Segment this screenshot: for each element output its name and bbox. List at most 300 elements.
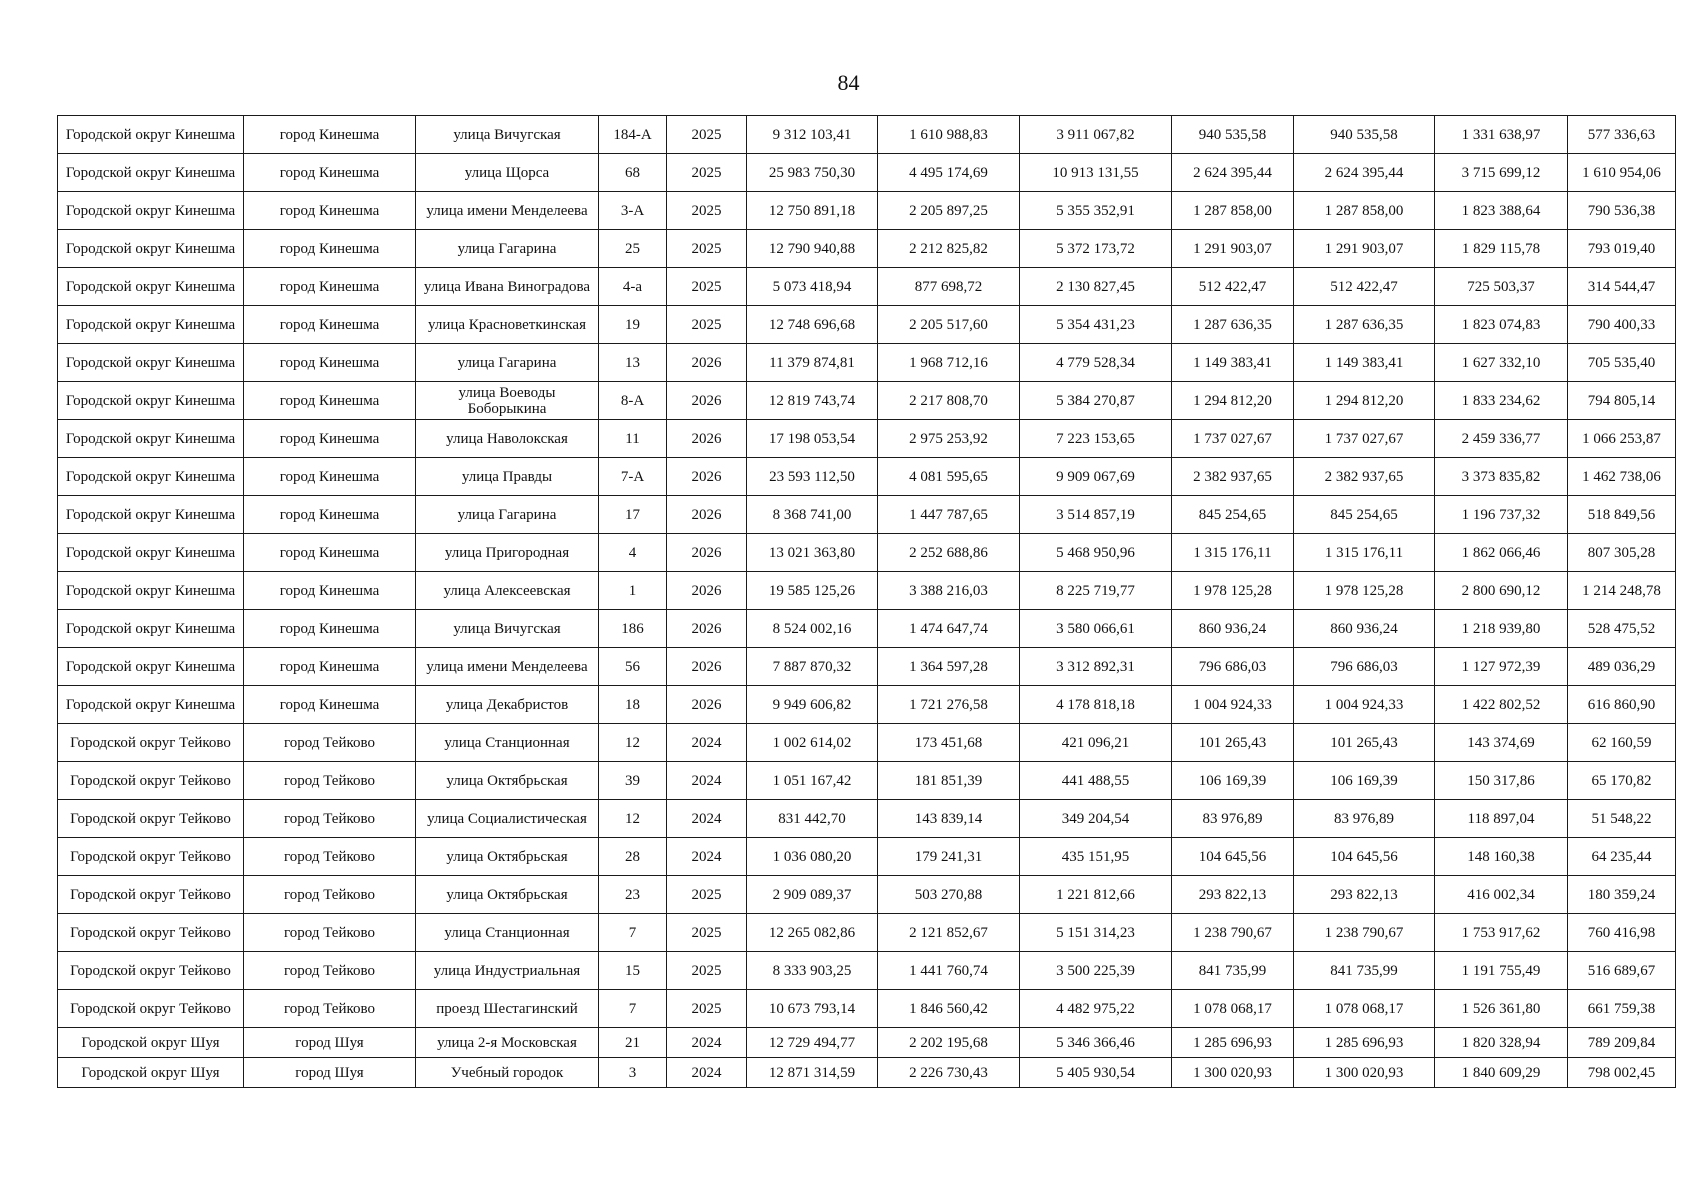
year-cell: 2026	[667, 648, 747, 686]
street-cell: улица Наволокская	[416, 420, 599, 458]
city-cell: город Кинешма	[244, 268, 416, 306]
amount-cell: 512 422,47	[1172, 268, 1294, 306]
amount-cell: 1 221 812,66	[1020, 876, 1172, 914]
house-number-cell: 68	[599, 154, 667, 192]
house-number-cell: 25	[599, 230, 667, 268]
amount-cell: 12 265 082,86	[747, 914, 878, 952]
amount-cell: 83 976,89	[1294, 800, 1435, 838]
city-cell: город Кинешма	[244, 116, 416, 154]
house-number-cell: 13	[599, 344, 667, 382]
house-number-cell: 7-А	[599, 458, 667, 496]
amount-cell: 2 624 395,44	[1294, 154, 1435, 192]
house-number-cell: 4	[599, 534, 667, 572]
table-row	[58, 914, 1676, 952]
street-cell: улица Октябрьская	[416, 762, 599, 800]
table-row	[58, 952, 1676, 990]
street-cell: улица Гагарина	[416, 344, 599, 382]
municipality-cell: Городской округ Тейково	[58, 914, 244, 952]
municipality-cell: Городской округ Кинешма	[58, 458, 244, 496]
street-cell: улица Пригородная	[416, 534, 599, 572]
table-row	[58, 724, 1676, 762]
house-number-cell: 28	[599, 838, 667, 876]
house-number-cell: 23	[599, 876, 667, 914]
amount-cell: 790 536,38	[1568, 192, 1676, 230]
house-number-cell: 56	[599, 648, 667, 686]
amount-cell: 661 759,38	[1568, 990, 1676, 1028]
amount-cell: 1 294 812,20	[1172, 382, 1294, 420]
municipality-cell: Городской округ Тейково	[58, 762, 244, 800]
amount-cell: 940 535,58	[1172, 116, 1294, 154]
table-row	[58, 154, 1676, 192]
amount-cell: 1 833 234,62	[1435, 382, 1568, 420]
year-cell: 2024	[667, 724, 747, 762]
amount-cell: 3 715 699,12	[1435, 154, 1568, 192]
street-cell: улица Станционная	[416, 724, 599, 762]
amount-cell: 860 936,24	[1172, 610, 1294, 648]
amount-cell: 4 081 595,65	[878, 458, 1020, 496]
table-row	[58, 686, 1676, 724]
year-cell: 2026	[667, 686, 747, 724]
house-number-cell: 19	[599, 306, 667, 344]
year-cell: 2025	[667, 154, 747, 192]
amount-cell: 106 169,39	[1172, 762, 1294, 800]
city-cell: город Шуя	[244, 1058, 416, 1088]
amount-cell: 1 285 696,93	[1172, 1028, 1294, 1058]
year-cell: 2026	[667, 420, 747, 458]
amount-cell: 4 482 975,22	[1020, 990, 1172, 1028]
amount-cell: 5 372 173,72	[1020, 230, 1172, 268]
street-cell: улица имени Менделеева	[416, 648, 599, 686]
amount-cell: 349 204,54	[1020, 800, 1172, 838]
housing-table	[57, 115, 1676, 1088]
amount-cell: 793 019,40	[1568, 230, 1676, 268]
amount-cell: 51 548,22	[1568, 800, 1676, 838]
amount-cell: 314 544,47	[1568, 268, 1676, 306]
city-cell: город Кинешма	[244, 154, 416, 192]
municipality-cell: Городской округ Тейково	[58, 800, 244, 838]
city-cell: город Кинешма	[244, 192, 416, 230]
amount-cell: 7 223 153,65	[1020, 420, 1172, 458]
amount-cell: 798 002,45	[1568, 1058, 1676, 1088]
city-cell: город Кинешма	[244, 382, 416, 420]
house-number-cell: 4-а	[599, 268, 667, 306]
amount-cell: 1 291 903,07	[1172, 230, 1294, 268]
year-cell: 2025	[667, 914, 747, 952]
amount-cell: 1 066 253,87	[1568, 420, 1676, 458]
amount-cell: 12 819 743,74	[747, 382, 878, 420]
amount-cell: 705 535,40	[1568, 344, 1676, 382]
amount-cell: 421 096,21	[1020, 724, 1172, 762]
amount-cell: 5 073 418,94	[747, 268, 878, 306]
house-number-cell: 3	[599, 1058, 667, 1088]
page-number: 84	[837, 70, 860, 95]
amount-cell: 3 312 892,31	[1020, 648, 1172, 686]
amount-cell: 1 331 638,97	[1435, 116, 1568, 154]
table-body	[58, 116, 1676, 1088]
amount-cell: 1 214 248,78	[1568, 572, 1676, 610]
house-number-cell: 12	[599, 800, 667, 838]
amount-cell: 1 753 917,62	[1435, 914, 1568, 952]
amount-cell: 2 212 825,82	[878, 230, 1020, 268]
municipality-cell: Городской округ Кинешма	[58, 496, 244, 534]
amount-cell: 3 373 835,82	[1435, 458, 1568, 496]
city-cell: город Тейково	[244, 952, 416, 990]
year-cell: 2024	[667, 838, 747, 876]
amount-cell: 1 196 737,32	[1435, 496, 1568, 534]
house-number-cell: 11	[599, 420, 667, 458]
amount-cell: 1 051 167,42	[747, 762, 878, 800]
amount-cell: 8 524 002,16	[747, 610, 878, 648]
amount-cell: 13 021 363,80	[747, 534, 878, 572]
year-cell: 2025	[667, 952, 747, 990]
amount-cell: 1 422 802,52	[1435, 686, 1568, 724]
amount-cell: 12 750 891,18	[747, 192, 878, 230]
amount-cell: 5 355 352,91	[1020, 192, 1172, 230]
amount-cell: 1 078 068,17	[1172, 990, 1294, 1028]
table-row	[58, 306, 1676, 344]
amount-cell: 5 151 314,23	[1020, 914, 1172, 952]
house-number-cell: 15	[599, 952, 667, 990]
house-number-cell: 7	[599, 990, 667, 1028]
amount-cell: 1 737 027,67	[1172, 420, 1294, 458]
amount-cell: 106 169,39	[1294, 762, 1435, 800]
house-number-cell: 39	[599, 762, 667, 800]
city-cell: город Кинешма	[244, 420, 416, 458]
year-cell: 2024	[667, 762, 747, 800]
street-cell: улица Октябрьская	[416, 876, 599, 914]
amount-cell: 23 593 112,50	[747, 458, 878, 496]
amount-cell: 173 451,68	[878, 724, 1020, 762]
amount-cell: 860 936,24	[1294, 610, 1435, 648]
table-row	[58, 382, 1676, 420]
amount-cell: 1 462 738,06	[1568, 458, 1676, 496]
amount-cell: 877 698,72	[878, 268, 1020, 306]
amount-cell: 1 287 636,35	[1294, 306, 1435, 344]
table-row	[58, 268, 1676, 306]
table-row	[58, 458, 1676, 496]
year-cell: 2025	[667, 306, 747, 344]
amount-cell: 2 382 937,65	[1294, 458, 1435, 496]
table-row	[58, 420, 1676, 458]
amount-cell: 831 442,70	[747, 800, 878, 838]
house-number-cell: 184-А	[599, 116, 667, 154]
amount-cell: 11 379 874,81	[747, 344, 878, 382]
amount-cell: 841 735,99	[1294, 952, 1435, 990]
year-cell: 2025	[667, 116, 747, 154]
amount-cell: 518 849,56	[1568, 496, 1676, 534]
amount-cell: 2 909 089,37	[747, 876, 878, 914]
amount-cell: 1 315 176,11	[1172, 534, 1294, 572]
municipality-cell: Городской округ Кинешма	[58, 572, 244, 610]
amount-cell: 1 238 790,67	[1172, 914, 1294, 952]
year-cell: 2024	[667, 1058, 747, 1088]
amount-cell: 1 315 176,11	[1294, 534, 1435, 572]
amount-cell: 1 004 924,33	[1294, 686, 1435, 724]
municipality-cell: Городской округ Кинешма	[58, 306, 244, 344]
house-number-cell: 18	[599, 686, 667, 724]
street-cell: улица Станционная	[416, 914, 599, 952]
table-row	[58, 610, 1676, 648]
amount-cell: 9 949 606,82	[747, 686, 878, 724]
amount-cell: 1 285 696,93	[1294, 1028, 1435, 1058]
amount-cell: 4 178 818,18	[1020, 686, 1172, 724]
street-cell: улица Индустриальная	[416, 952, 599, 990]
amount-cell: 3 911 067,82	[1020, 116, 1172, 154]
city-cell: город Кинешма	[244, 344, 416, 382]
amount-cell: 1 364 597,28	[878, 648, 1020, 686]
table-row	[58, 800, 1676, 838]
amount-cell: 1 610 954,06	[1568, 154, 1676, 192]
street-cell: улица Алексеевская	[416, 572, 599, 610]
amount-cell: 9 312 103,41	[747, 116, 878, 154]
amount-cell: 1 218 939,80	[1435, 610, 1568, 648]
amount-cell: 1 820 328,94	[1435, 1028, 1568, 1058]
amount-cell: 1 149 383,41	[1172, 344, 1294, 382]
amount-cell: 2 382 937,65	[1172, 458, 1294, 496]
year-cell: 2026	[667, 496, 747, 534]
table-row	[58, 344, 1676, 382]
street-cell: улица Декабристов	[416, 686, 599, 724]
amount-cell: 790 400,33	[1568, 306, 1676, 344]
amount-cell: 1 627 332,10	[1435, 344, 1568, 382]
amount-cell: 19 585 125,26	[747, 572, 878, 610]
year-cell: 2025	[667, 876, 747, 914]
municipality-cell: Городской округ Кинешма	[58, 154, 244, 192]
table-row	[58, 648, 1676, 686]
city-cell: город Тейково	[244, 914, 416, 952]
amount-cell: 3 388 216,03	[878, 572, 1020, 610]
year-cell: 2026	[667, 572, 747, 610]
amount-cell: 516 689,67	[1568, 952, 1676, 990]
table-row	[58, 990, 1676, 1028]
house-number-cell: 12	[599, 724, 667, 762]
city-cell: город Тейково	[244, 876, 416, 914]
amount-cell: 1 447 787,65	[878, 496, 1020, 534]
amount-cell: 1 036 080,20	[747, 838, 878, 876]
amount-cell: 1 191 755,49	[1435, 952, 1568, 990]
amount-cell: 1 002 614,02	[747, 724, 878, 762]
amount-cell: 1 721 276,58	[878, 686, 1020, 724]
amount-cell: 293 822,13	[1294, 876, 1435, 914]
amount-cell: 2 205 897,25	[878, 192, 1020, 230]
amount-cell: 83 976,89	[1172, 800, 1294, 838]
table-row	[58, 1028, 1676, 1058]
amount-cell: 1 127 972,39	[1435, 648, 1568, 686]
amount-cell: 2 252 688,86	[878, 534, 1020, 572]
table-row	[58, 496, 1676, 534]
amount-cell: 4 495 174,69	[878, 154, 1020, 192]
city-cell: город Кинешма	[244, 610, 416, 648]
street-cell: проезд Шестагинский	[416, 990, 599, 1028]
amount-cell: 12 871 314,59	[747, 1058, 878, 1088]
amount-cell: 1 737 027,67	[1294, 420, 1435, 458]
municipality-cell: Городской округ Тейково	[58, 990, 244, 1028]
municipality-cell: Городской округ Кинешма	[58, 382, 244, 420]
municipality-cell: Городской округ Тейково	[58, 876, 244, 914]
year-cell: 2025	[667, 192, 747, 230]
city-cell: город Кинешма	[244, 306, 416, 344]
street-cell: улица Гагарина	[416, 496, 599, 534]
amount-cell: 143 374,69	[1435, 724, 1568, 762]
amount-cell: 1 287 858,00	[1294, 192, 1435, 230]
amount-cell: 12 790 940,88	[747, 230, 878, 268]
year-cell: 2026	[667, 382, 747, 420]
amount-cell: 796 686,03	[1294, 648, 1435, 686]
municipality-cell: Городской округ Тейково	[58, 952, 244, 990]
amount-cell: 7 887 870,32	[747, 648, 878, 686]
municipality-cell: Городской округ Шуя	[58, 1058, 244, 1088]
amount-cell: 1 978 125,28	[1294, 572, 1435, 610]
street-cell: Учебный городок	[416, 1058, 599, 1088]
amount-cell: 65 170,82	[1568, 762, 1676, 800]
street-cell: улица 2-я Московская	[416, 1028, 599, 1058]
table-row	[58, 116, 1676, 154]
amount-cell: 4 779 528,34	[1020, 344, 1172, 382]
amount-cell: 1 474 647,74	[878, 610, 1020, 648]
amount-cell: 1 287 858,00	[1172, 192, 1294, 230]
city-cell: город Кинешма	[244, 686, 416, 724]
city-cell: город Кинешма	[244, 572, 416, 610]
table-row	[58, 762, 1676, 800]
amount-cell: 104 645,56	[1172, 838, 1294, 876]
city-cell: город Кинешма	[244, 648, 416, 686]
amount-cell: 101 265,43	[1294, 724, 1435, 762]
year-cell: 2025	[667, 990, 747, 1028]
amount-cell: 794 805,14	[1568, 382, 1676, 420]
amount-cell: 1 846 560,42	[878, 990, 1020, 1028]
amount-cell: 3 580 066,61	[1020, 610, 1172, 648]
amount-cell: 416 002,34	[1435, 876, 1568, 914]
amount-cell: 2 121 852,67	[878, 914, 1020, 952]
year-cell: 2026	[667, 610, 747, 648]
amount-cell: 5 405 930,54	[1020, 1058, 1172, 1088]
amount-cell: 8 368 741,00	[747, 496, 878, 534]
street-cell: улица Вичугская	[416, 116, 599, 154]
street-cell: улица Октябрьская	[416, 838, 599, 876]
amount-cell: 148 160,38	[1435, 838, 1568, 876]
street-cell: улица Правды	[416, 458, 599, 496]
amount-cell: 435 151,95	[1020, 838, 1172, 876]
year-cell: 2025	[667, 268, 747, 306]
table-row	[58, 192, 1676, 230]
amount-cell: 2 226 730,43	[878, 1058, 1020, 1088]
amount-cell: 10 673 793,14	[747, 990, 878, 1028]
street-cell: улица Красноветкинская	[416, 306, 599, 344]
amount-cell: 9 909 067,69	[1020, 458, 1172, 496]
house-number-cell: 7	[599, 914, 667, 952]
year-cell: 2025	[667, 230, 747, 268]
amount-cell: 2 624 395,44	[1172, 154, 1294, 192]
amount-cell: 789 209,84	[1568, 1028, 1676, 1058]
amount-cell: 2 217 808,70	[878, 382, 1020, 420]
amount-cell: 1 840 609,29	[1435, 1058, 1568, 1088]
amount-cell: 725 503,37	[1435, 268, 1568, 306]
amount-cell: 118 897,04	[1435, 800, 1568, 838]
amount-cell: 940 535,58	[1294, 116, 1435, 154]
amount-cell: 1 078 068,17	[1294, 990, 1435, 1028]
city-cell: город Кинешма	[244, 458, 416, 496]
street-cell: улица Вичугская	[416, 610, 599, 648]
amount-cell: 512 422,47	[1294, 268, 1435, 306]
street-cell: улица Воеводы Боборыкина	[416, 382, 599, 420]
municipality-cell: Городской округ Кинешма	[58, 648, 244, 686]
street-cell: улица имени Менделеева	[416, 192, 599, 230]
amount-cell: 181 851,39	[878, 762, 1020, 800]
amount-cell: 2 975 253,92	[878, 420, 1020, 458]
amount-cell: 12 729 494,77	[747, 1028, 878, 1058]
amount-cell: 441 488,55	[1020, 762, 1172, 800]
year-cell: 2024	[667, 800, 747, 838]
year-cell: 2026	[667, 458, 747, 496]
municipality-cell: Городской округ Кинешма	[58, 192, 244, 230]
amount-cell: 1 294 812,20	[1294, 382, 1435, 420]
amount-cell: 2 130 827,45	[1020, 268, 1172, 306]
table-row	[58, 876, 1676, 914]
municipality-cell: Городской округ Кинешма	[58, 534, 244, 572]
amount-cell: 10 913 131,55	[1020, 154, 1172, 192]
house-number-cell: 8-А	[599, 382, 667, 420]
house-number-cell: 186	[599, 610, 667, 648]
amount-cell: 5 468 950,96	[1020, 534, 1172, 572]
amount-cell: 1 823 388,64	[1435, 192, 1568, 230]
house-number-cell: 3-А	[599, 192, 667, 230]
amount-cell: 5 354 431,23	[1020, 306, 1172, 344]
amount-cell: 1 526 361,80	[1435, 990, 1568, 1028]
city-cell: город Кинешма	[244, 534, 416, 572]
amount-cell: 64 235,44	[1568, 838, 1676, 876]
city-cell: город Тейково	[244, 838, 416, 876]
street-cell: улица Социалистическая	[416, 800, 599, 838]
municipality-cell: Городской округ Кинешма	[58, 686, 244, 724]
table-row	[58, 838, 1676, 876]
amount-cell: 1 862 066,46	[1435, 534, 1568, 572]
year-cell: 2026	[667, 534, 747, 572]
house-number-cell: 1	[599, 572, 667, 610]
amount-cell: 1 968 712,16	[878, 344, 1020, 382]
city-cell: город Тейково	[244, 724, 416, 762]
municipality-cell: Городской округ Кинешма	[58, 268, 244, 306]
amount-cell: 1 287 636,35	[1172, 306, 1294, 344]
city-cell: город Шуя	[244, 1028, 416, 1058]
amount-cell: 1 610 988,83	[878, 116, 1020, 154]
municipality-cell: Городской округ Кинешма	[58, 230, 244, 268]
amount-cell: 1 300 020,93	[1172, 1058, 1294, 1088]
amount-cell: 5 346 366,46	[1020, 1028, 1172, 1058]
city-cell: город Кинешма	[244, 230, 416, 268]
amount-cell: 5 384 270,87	[1020, 382, 1172, 420]
table-row	[58, 572, 1676, 610]
amount-cell: 796 686,03	[1172, 648, 1294, 686]
amount-cell: 150 317,86	[1435, 762, 1568, 800]
amount-cell: 1 238 790,67	[1294, 914, 1435, 952]
municipality-cell: Городской округ Тейково	[58, 724, 244, 762]
amount-cell: 760 416,98	[1568, 914, 1676, 952]
amount-cell: 3 500 225,39	[1020, 952, 1172, 990]
municipality-cell: Городской округ Кинешма	[58, 420, 244, 458]
year-cell: 2026	[667, 344, 747, 382]
amount-cell: 1 004 924,33	[1172, 686, 1294, 724]
table-row	[58, 1058, 1676, 1088]
amount-cell: 143 839,14	[878, 800, 1020, 838]
amount-cell: 180 359,24	[1568, 876, 1676, 914]
city-cell: город Кинешма	[244, 496, 416, 534]
house-number-cell: 17	[599, 496, 667, 534]
housing-table-container	[57, 115, 1675, 1088]
city-cell: город Тейково	[244, 800, 416, 838]
amount-cell: 25 983 750,30	[747, 154, 878, 192]
amount-cell: 1 300 020,93	[1294, 1058, 1435, 1088]
amount-cell: 1 829 115,78	[1435, 230, 1568, 268]
